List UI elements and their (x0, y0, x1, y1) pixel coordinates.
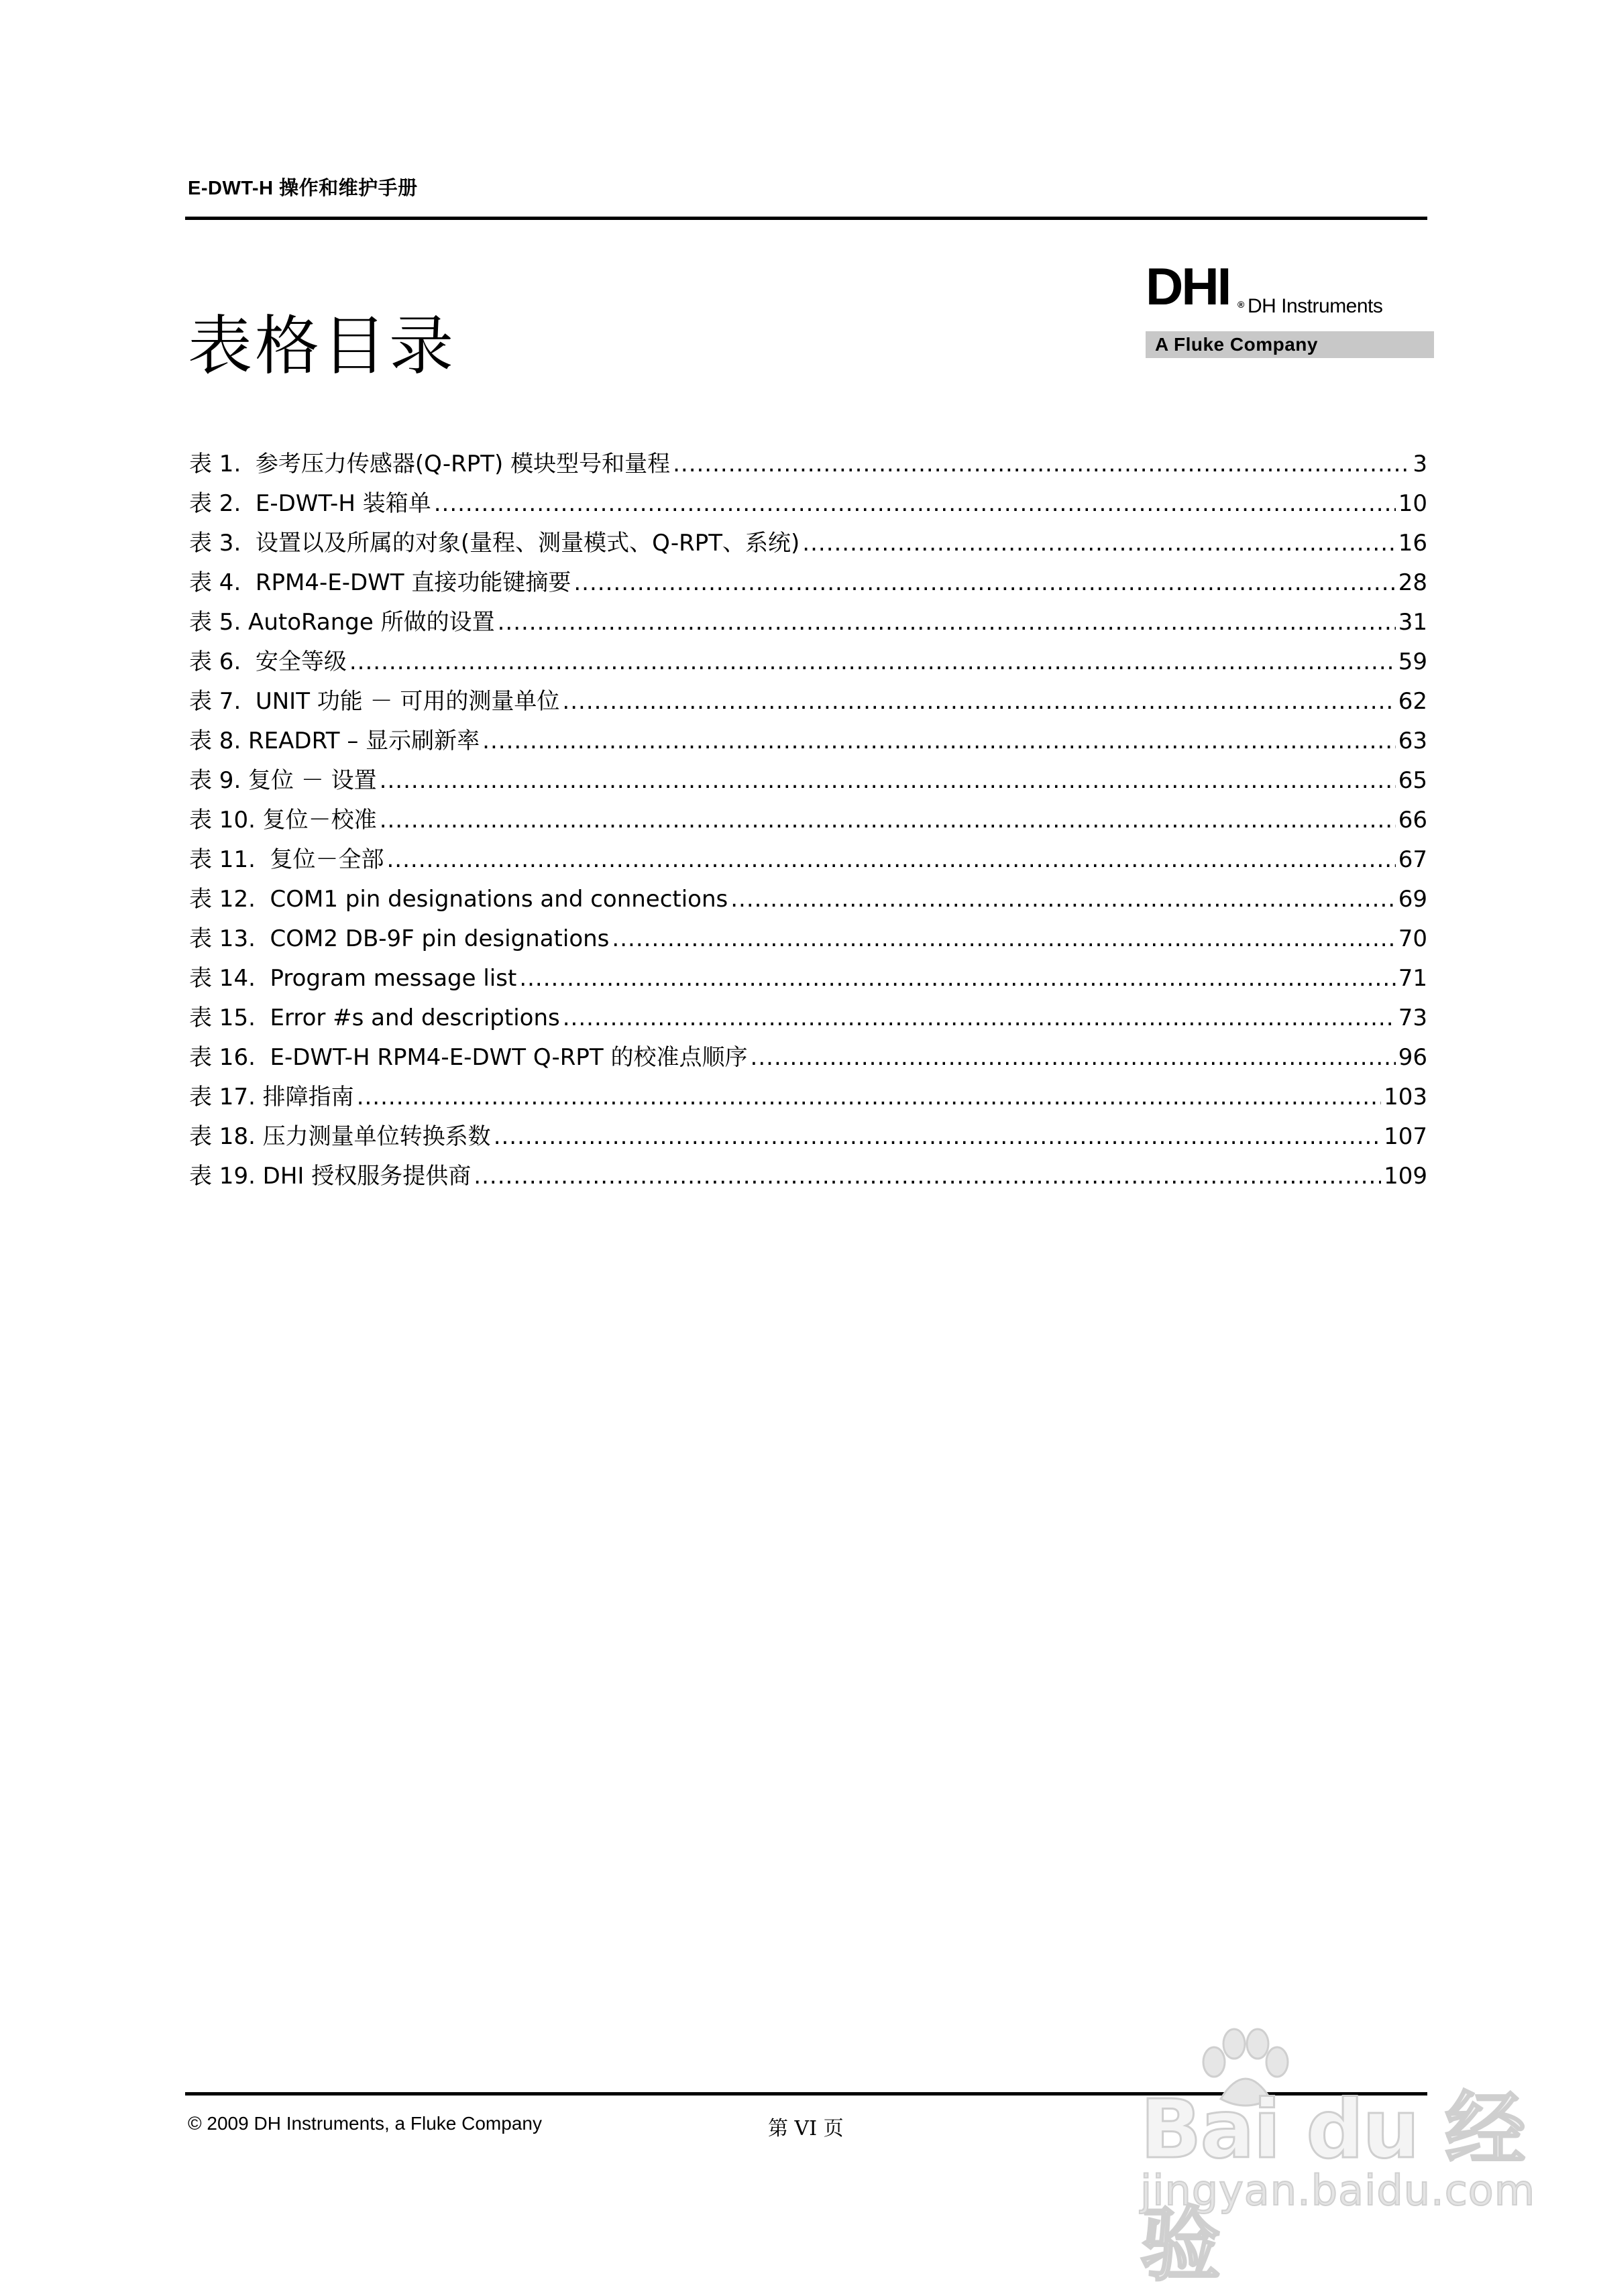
toc-entry-label: 表 15. Error #s and descriptions (189, 1005, 560, 1031)
toc-entry-page: 107 (1384, 1123, 1427, 1150)
toc-dot-leader (474, 1163, 1381, 1190)
toc-entry[interactable] (189, 485, 1427, 524)
toc-entry[interactable] (189, 841, 1427, 880)
toc-entry-page: 103 (1384, 1084, 1427, 1110)
toc-dot-leader (498, 609, 1396, 636)
toc-entry-label: 表 17. 排障指南 (189, 1084, 354, 1110)
toc-entry-page: 109 (1384, 1163, 1427, 1190)
table-of-tables (189, 445, 1427, 1197)
toc-entry[interactable] (189, 960, 1427, 999)
footer-copyright: © 2009 DH Instruments, a Fluke Company (188, 2113, 542, 2134)
toc-entry[interactable] (189, 564, 1427, 604)
watermark-url: jingyan.baidu.com (1140, 2166, 1536, 2215)
toc-entry-page: 16 (1398, 530, 1427, 557)
toc-entry[interactable] (189, 524, 1427, 564)
toc-dot-leader (434, 490, 1396, 517)
toc-entry[interactable] (189, 762, 1427, 801)
toc-entry[interactable] (189, 643, 1427, 683)
toc-entry[interactable] (189, 1118, 1427, 1157)
toc-entry[interactable] (189, 1078, 1427, 1118)
toc-entry-label: 表 2. E-DWT-H 装箱单 (189, 490, 431, 517)
toc-entry[interactable] (189, 722, 1427, 762)
logo-registered: ® (1237, 299, 1245, 310)
toc-entry-label: 表 8. READRT – 显示刷新率 (189, 728, 480, 754)
toc-dot-leader (380, 807, 1396, 834)
toc-entry[interactable] (189, 920, 1427, 960)
header-divider (185, 217, 1427, 220)
toc-entry-page: 31 (1398, 609, 1427, 636)
toc-dot-leader (357, 1084, 1381, 1110)
toc-dot-leader (349, 648, 1396, 675)
toc-entry-label: 表 16. E-DWT-H RPM4-E-DWT Q-RPT 的校准点顺序 (189, 1044, 748, 1071)
toc-entry-label: 表 7. UNIT 功能 － 可用的测量单位 (189, 688, 560, 715)
header-title: E-DWT-H 操作和维护手册 (188, 178, 418, 199)
toc-dot-leader (673, 451, 1410, 477)
toc-entry-page: 62 (1398, 688, 1427, 715)
baidu-watermark (1113, 2025, 1536, 2292)
toc-dot-leader (482, 728, 1396, 754)
toc-entry-page: 65 (1398, 767, 1427, 794)
toc-entry-page: 63 (1398, 728, 1427, 754)
toc-entry-page: 69 (1398, 886, 1427, 913)
toc-entry-page: 67 (1398, 846, 1427, 873)
toc-entry-page: 3 (1413, 451, 1427, 477)
watermark-brand: Bai du 经验 (1140, 2083, 1525, 2292)
toc-dot-leader (563, 1005, 1396, 1031)
toc-dot-leader (562, 688, 1395, 715)
toc-entry-label: 表 10. 复位－校准 (189, 807, 377, 834)
toc-entry[interactable] (189, 999, 1427, 1039)
toc-entry-page: 73 (1398, 1005, 1427, 1031)
toc-entry[interactable] (189, 604, 1427, 643)
toc-entry[interactable] (189, 1039, 1427, 1078)
footer-page-number: 第 VI 页 (768, 2117, 844, 2140)
logo-mark: DHI (1146, 257, 1230, 316)
toc-entry-page: 70 (1398, 925, 1427, 952)
toc-entry[interactable] (189, 880, 1427, 920)
toc-dot-leader (380, 767, 1396, 794)
toc-entry-label: 表 4. RPM4-E-DWT 直接功能键摘要 (189, 569, 571, 596)
toc-dot-leader (519, 965, 1395, 992)
toc-entry-label: 表 6. 安全等级 (189, 648, 347, 675)
toc-entry[interactable] (189, 445, 1427, 485)
toc-entry-page: 66 (1398, 807, 1427, 834)
toc-entry-label: 表 3. 设置以及所属的对象(量程、测量模式、Q-RPT、系统) (189, 530, 800, 557)
toc-dot-leader (802, 530, 1395, 557)
toc-dot-leader (494, 1123, 1381, 1150)
toc-entry-label: 表 9. 复位 － 设置 (189, 767, 377, 794)
logo-company-bar (1146, 331, 1434, 358)
toc-entry-page: 96 (1398, 1044, 1427, 1071)
toc-entry[interactable] (189, 1157, 1427, 1197)
toc-entry-label: 表 12. COM1 pin designations and connections (189, 886, 728, 913)
toc-entry-label: 表 19. DHI 授权服务提供商 (189, 1163, 472, 1190)
toc-entry-label: 表 13. COM2 DB-9F pin designations (189, 925, 610, 952)
toc-entry[interactable] (189, 801, 1427, 841)
toc-dot-leader (730, 886, 1395, 913)
toc-dot-leader (387, 846, 1396, 873)
toc-entry-label: 表 1. 参考压力传感器(Q-RPT) 模块型号和量程 (189, 451, 671, 477)
toc-entry[interactable] (189, 683, 1427, 722)
toc-dot-leader (612, 925, 1395, 952)
toc-entry-page: 59 (1398, 648, 1427, 675)
logo-name: DH Instruments (1248, 295, 1383, 317)
toc-entry-page: 71 (1398, 965, 1427, 992)
page-title: 表格目录 (188, 308, 456, 384)
toc-entry-label: 表 18. 压力测量单位转换系数 (189, 1123, 491, 1150)
toc-entry-label: 表 11. 复位－全部 (189, 846, 384, 873)
toc-entry-page: 28 (1398, 569, 1427, 596)
toc-entry-page: 10 (1398, 490, 1427, 517)
toc-entry-label: 表 5. AutoRange 所做的设置 (189, 609, 495, 636)
dhi-logo (1146, 257, 1434, 361)
logo-company: A Fluke Company (1155, 334, 1318, 355)
toc-dot-leader (573, 569, 1395, 596)
toc-dot-leader (751, 1044, 1396, 1071)
toc-entry-label: 表 14. Program message list (189, 965, 517, 992)
